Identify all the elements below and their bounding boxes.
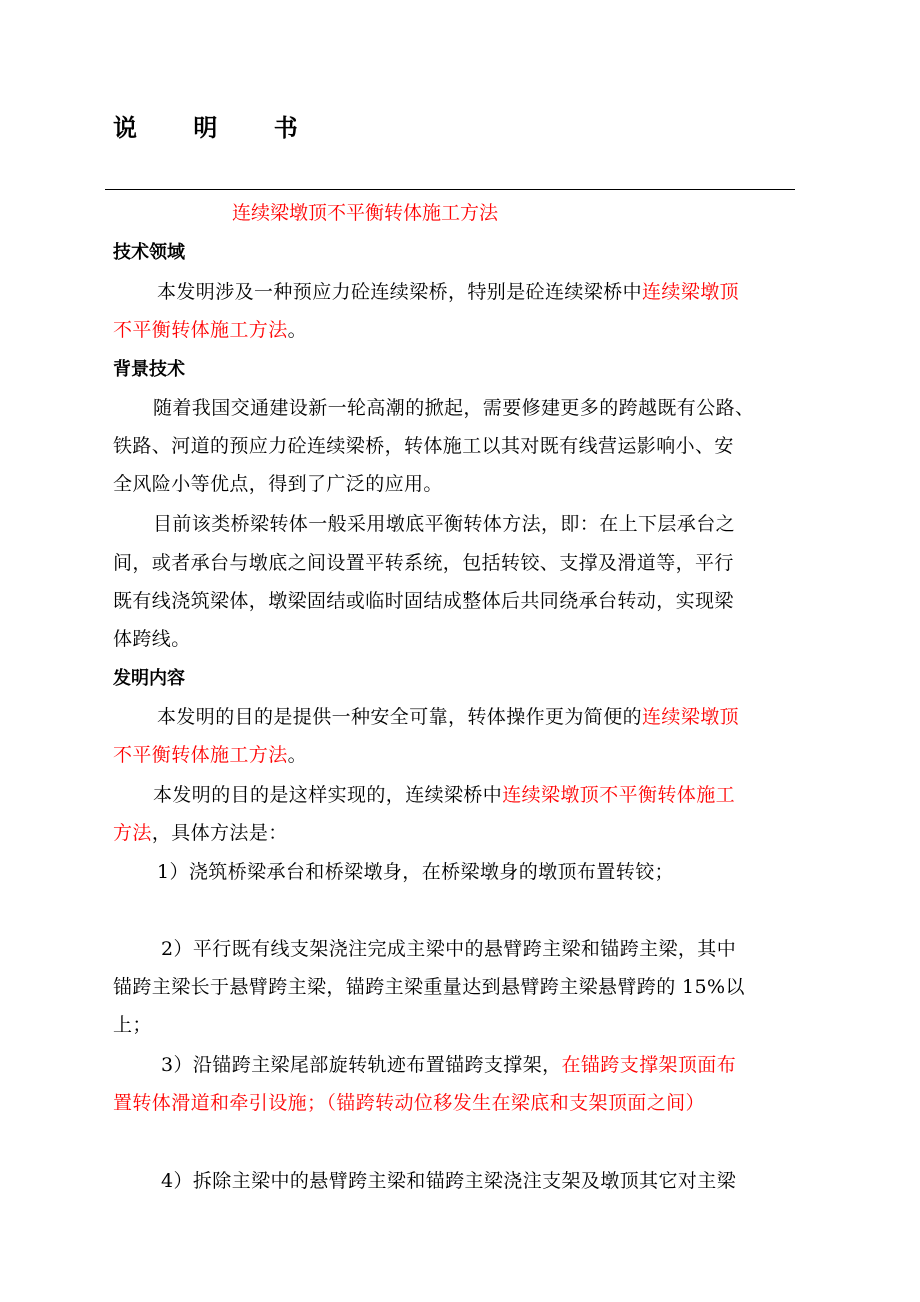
text-segment: ，具体方法是： bbox=[151, 822, 288, 844]
tech-field-line-1 bbox=[157, 277, 739, 304]
highlight-segment: 在锚跨支撑架顶面布 bbox=[561, 1054, 737, 1076]
background-p2-line-2: 间，或者承台与墩底之间设置平转系统，包括转铰、支撑及滑道等，平行 bbox=[113, 552, 734, 574]
background-p1-line-2: 铁路、河道的预应力砼连续梁桥，转体施工以其对既有线营运影响小、安 bbox=[113, 435, 734, 457]
highlight-segment: 连续梁墩顶 bbox=[642, 706, 740, 728]
invention-step-4-line-1: 4）拆除主梁中的悬臂跨主梁和锚跨主梁浇注支架及墩顶其它对主梁 bbox=[161, 1170, 737, 1192]
invention-step-2-line-1: 2）平行既有线支架浇注完成主梁中的悬臂跨主梁和锚跨主梁，其中 bbox=[161, 938, 737, 960]
heading-tech-field: 技术领域 bbox=[113, 242, 185, 263]
header-rule bbox=[105, 189, 795, 190]
invention-step-2-line-2: 锚跨主梁长于悬臂跨主梁，锚跨主梁重量达到悬臂跨主梁悬臂跨的 15%以 bbox=[113, 976, 745, 998]
text-segment: 本发明的目的是提供一种安全可靠，转体操作更为简便的 bbox=[157, 706, 643, 728]
document-subtitle: 连续梁墩顶不平衡转体施工方法 bbox=[232, 202, 499, 224]
invention-step-3-line-1 bbox=[161, 1050, 736, 1077]
invention-p2-line-2 bbox=[113, 818, 288, 845]
text-segment: 。 bbox=[287, 744, 308, 766]
text-segment: 本发明涉及一种预应力砼连续梁桥，特别是砼连续梁桥中 bbox=[157, 281, 643, 303]
highlight-segment: 不平衡转体施工方法 bbox=[113, 319, 288, 341]
highlight-segment: 连续梁墩顶 bbox=[642, 281, 740, 303]
highlight-segment: 不平衡转体施工方法 bbox=[113, 744, 288, 766]
heading-background: 背景技术 bbox=[113, 359, 185, 380]
text-segment: 本发明的目的是这样实现的，连续梁桥中 bbox=[153, 784, 503, 806]
highlight-segment: 连续梁墩顶不平衡转体施工 bbox=[502, 784, 736, 806]
background-p2-line-4: 体跨线。 bbox=[113, 628, 191, 650]
invention-p2-line-1 bbox=[153, 780, 735, 807]
tech-field-line-2 bbox=[113, 315, 307, 342]
background-p2-line-3: 既有线浇筑梁体，墩梁固结或临时固结成整体后共同绕承台转动，实现梁 bbox=[113, 590, 734, 612]
text-segment: 3）沿锚跨主梁尾部旋转轨迹布置锚跨支撑架， bbox=[161, 1054, 562, 1076]
text-segment: 。 bbox=[287, 319, 308, 341]
invention-step-1: 1）浇筑桥梁承台和桥梁墩身，在桥梁墩身的墩顶布置转铰； bbox=[157, 861, 674, 883]
background-p1-line-1: 随着我国交通建设新一轮高潮的掀起，需要修建更多的跨越既有公路、 bbox=[153, 397, 755, 419]
invention-step-2-line-3: 上； bbox=[113, 1014, 152, 1036]
background-p2-line-1: 目前该类桥梁转体一般采用墩底平衡转体方法，即：在上下层承台之 bbox=[153, 513, 736, 535]
invention-p1-line-1 bbox=[157, 702, 739, 729]
invention-step-3-line-2: 置转体滑道和牵引设施；（锚跨转动位移发生在梁底和支架顶面之间） bbox=[113, 1092, 705, 1114]
invention-p1-line-2 bbox=[113, 740, 307, 767]
background-p1-line-3: 全风险小等优点，得到了广泛的应用。 bbox=[113, 473, 443, 495]
highlight-segment: 方法 bbox=[113, 822, 152, 844]
document-title: 说 明 书 bbox=[113, 114, 322, 142]
heading-invention: 发明内容 bbox=[113, 668, 185, 689]
